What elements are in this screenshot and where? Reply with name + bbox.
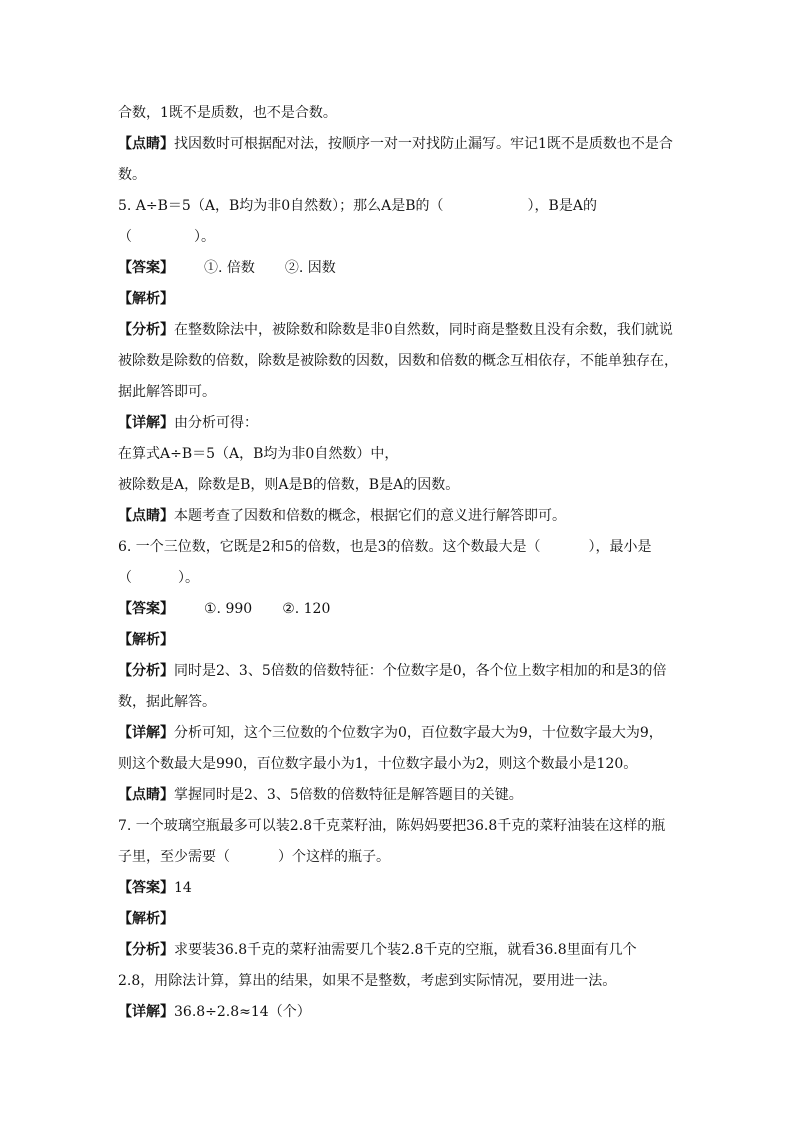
text-line: 【详解】分析可知，这个三位数的个位数字为0，百位数字最大为9，十位数字最大为9，: [118, 725, 663, 741]
text-line: 则这个数最大是990，百位数字最小为1，十位数字最小为2，则这个数最小是120。: [118, 756, 638, 772]
section-tag: 【点睛】: [118, 136, 174, 152]
text-line: 子里，至少需要（ ）个这样的瓶子。: [118, 849, 390, 865]
text-line: （ ）。: [118, 570, 199, 586]
text-line: 被除数是除数的倍数，除数是被除数的因数，因数和倍数的概念互相依存，不能单独存在，: [118, 353, 678, 369]
document-page: [118, 98, 678, 1028]
text-line: [118, 625, 678, 656]
section-tag: 【分析】: [118, 663, 174, 679]
text-line: 【详解】36.8÷2.8≈14（个）: [118, 1004, 311, 1020]
section-tag: 【详解】: [118, 1004, 174, 1020]
section-tag: 【详解】: [118, 725, 174, 741]
text-line: 数，据此解答。: [118, 694, 216, 710]
section-tag: 【点睛】: [118, 508, 174, 524]
text-line: 【详解】由分析可得：: [118, 415, 258, 431]
text-line: 【点睛】本题考查了因数和倍数的概念，根据它们的意义进行解答即可。: [118, 508, 566, 524]
text-line: 【点睛】掌握同时是2、3、5倍数的倍数特征是解答题目的关键。: [118, 787, 523, 803]
text-line: 【分析】同时是2、3、5倍数的倍数特征：个位数字是0，各个位上数字相加的和是3的倍: [118, 663, 667, 679]
text-line: 2.8，用除法计算，算出的结果，如果不是整数，考虑到实际情况，要用进一法。: [118, 973, 617, 989]
text-line: 【点睛】找因数时可根据配对法，按顺序一对一对找防止漏写。牢记1既不是质数也不是合: [118, 136, 673, 152]
answer-line: 【答案】14: [118, 880, 192, 896]
section-tag: 【分析】: [118, 322, 174, 338]
question-5: 5. A÷B＝5（A，B均为非0自然数）；那么A是B的（ ），B是A的: [118, 198, 597, 214]
answer-line: 【答案】 ①. 倍数 ②. 因数: [118, 260, 336, 276]
text-line: 【分析】在整数除法中，被除数和除数是非0自然数，同时商是整数且没有余数，我们就说: [118, 322, 673, 338]
section-tag: 【解析】: [118, 911, 174, 927]
answer-line: 【答案】 ①. 990 ②. 120: [118, 601, 331, 617]
section-tag: 【详解】: [118, 415, 174, 431]
question-6: 6. 一个三位数，它既是2和5的倍数，也是3的倍数。这个数最大是（ ），最小是: [118, 539, 652, 555]
text-line: 在算式A÷B＝5（A，B均为非0自然数）中，: [118, 446, 399, 462]
text-line: （ ）。: [118, 229, 215, 245]
text-line: 数。: [118, 167, 146, 183]
text-line: 被除数是A，除数是B，则A是B的倍数，B是A的因数。: [118, 477, 460, 493]
section-tag: 【答案】: [118, 880, 174, 896]
question-7: 7. 一个玻璃空瓶最多可以装2.8千克菜籽油，陈妈妈要把36.8千克的菜籽油装在这样的瓶: [118, 818, 666, 834]
text-line: [118, 284, 678, 315]
section-tag: 【点睛】: [118, 787, 174, 803]
section-tag: 【答案】: [118, 260, 174, 276]
section-tag: 【解析】: [118, 632, 174, 648]
section-tag: 【答案】: [118, 601, 174, 617]
section-tag: 【分析】: [118, 942, 174, 958]
text-line: 【分析】求要装36.8千克的菜籽油需要几个装2.8千克的空瓶，就看36.8里面有几个: [118, 942, 637, 958]
text-line: 合数，1既不是质数，也不是合数。: [118, 105, 337, 121]
text-line: [118, 904, 678, 935]
section-tag: 【解析】: [118, 291, 174, 307]
text-line: 据此解答即可。: [118, 384, 216, 400]
